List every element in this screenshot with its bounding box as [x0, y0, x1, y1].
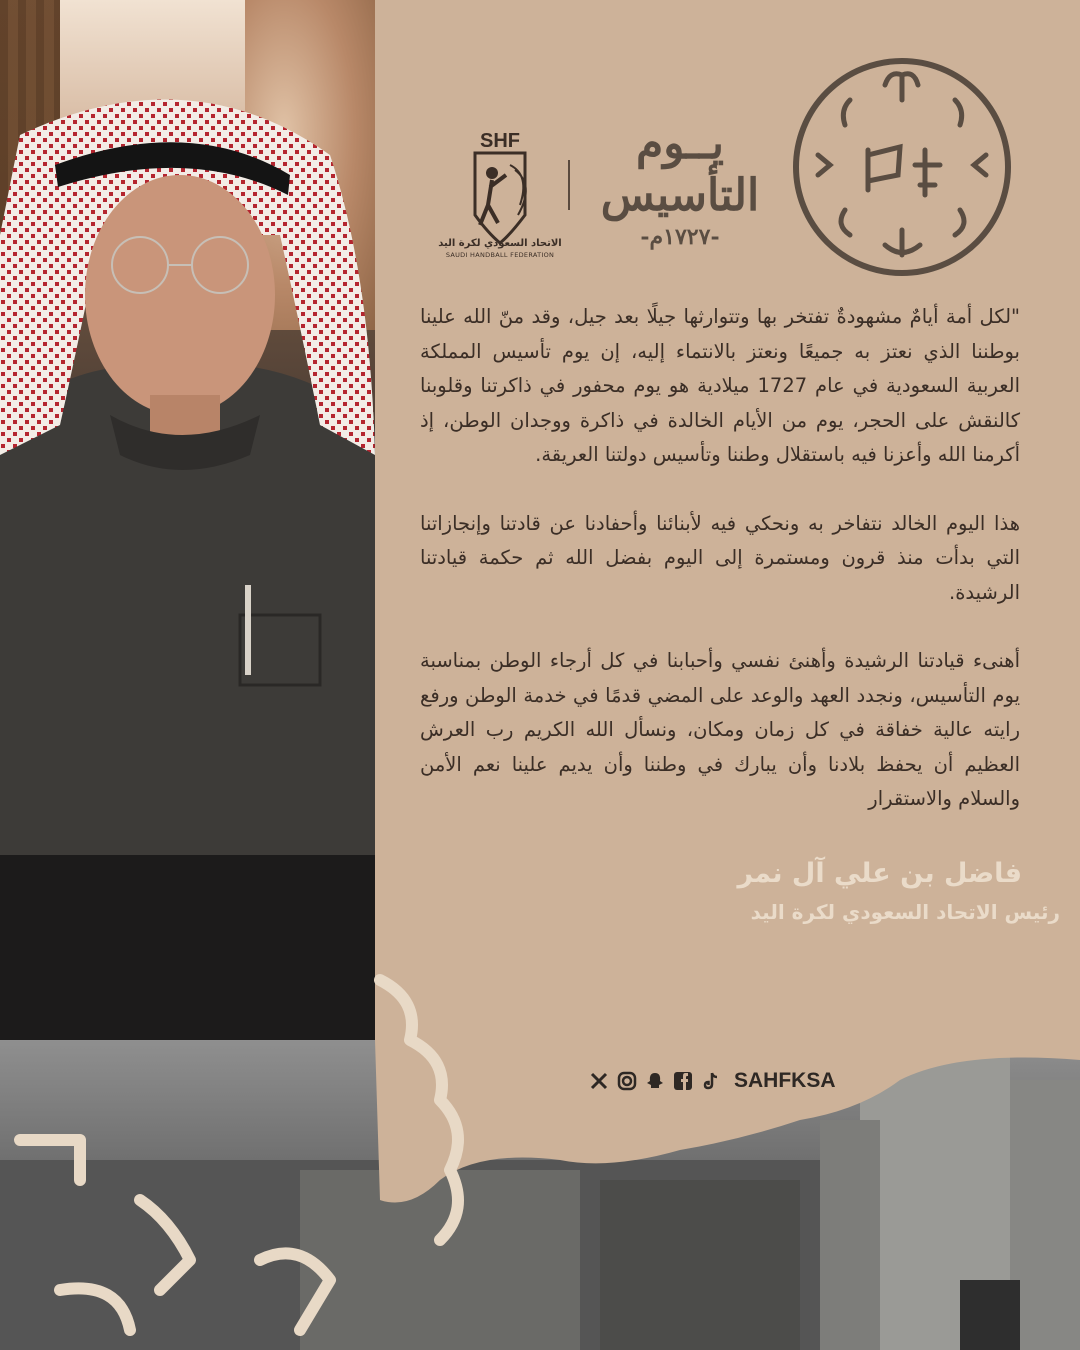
social-handle[interactable]: SAHFKSA — [734, 1069, 836, 1092]
founding-title-line1: يــوم — [636, 118, 724, 169]
logo-divider — [568, 160, 570, 210]
shf-logo-letters: SHF — [480, 130, 520, 152]
person-title: رئيس الاتحاد السعودي لكرة اليد — [750, 900, 1060, 924]
old-town-photo — [0, 1040, 1080, 1350]
statement-paragraph: "لكل أمة أيامٌ مشهودةٌ تفتخر بها وتتوارثها جيلًا بعد جيل، وقد منّ الله علينا بوطننا الذي نعتز به جميعًا ونعتز بالانتماء إليه، إن يوم تأسيس المملكة العربية السعودية في عام 1727 ميلادية هو يوم محفور في ذاكرتنا وقلوبنا كالنقش على الحجر، يوم من الأيام الخالدة في ذاكرة ووجدان الوطن، إذ أكرمنا الله وأعزنا فيه باستقلال وطننا وتأسيس دولتنا العريقة. — [420, 305, 1020, 466]
founding-day-title — [580, 118, 780, 268]
instagram-icon[interactable] — [616, 1070, 638, 1092]
portrait-photo — [0, 95, 375, 855]
facebook-icon[interactable] — [672, 1070, 694, 1092]
federation-name-ar: الاتحاد السعودي لكرة اليد — [438, 238, 562, 249]
x-icon[interactable] — [588, 1070, 610, 1092]
federation-name-en: SAUDI HANDBALL FEDERATION — [445, 251, 555, 259]
statement-paragraph: أهنىء قيادتنا الرشيدة وأهنئ نفسي وأحبابنا في كل أرجاء الوطن بمناسبة يوم التأسيس، ونجدد العهد والوعد على المضي قدمًا في خدمة الوطن ورفع رايته عالية خفاقة في كل زمان ومكان، ونسأل الله الكريم رب العرش العظيم أن يحفظ بلادنا وأن يبارك في وطننا وأن يديم علينا نعم الأمن والسلام والاستقرار — [420, 649, 1020, 810]
founding-year: -١٧٢٧م- — [640, 224, 720, 250]
tiktok-icon[interactable] — [700, 1070, 722, 1092]
statement-text — [420, 300, 1020, 851]
snapchat-icon[interactable] — [644, 1070, 666, 1092]
founding-day-emblem — [790, 55, 1015, 280]
statement-paragraph: هذا اليوم الخالد نتفاخر به ونحكي فيه لأبنائنا وأحفادنا عن قادتنا وإنجازاتنا التي بدأت منذ قرون ومستمرة إلى اليوم بفضل الله ثم حكمة قيادتنا الرشيدة. — [420, 511, 1020, 604]
social-bar — [588, 1066, 858, 1096]
founding-title-line2: التأسيس — [600, 170, 760, 221]
person-name: فاضل بن علي آل نمر — [737, 858, 1022, 889]
